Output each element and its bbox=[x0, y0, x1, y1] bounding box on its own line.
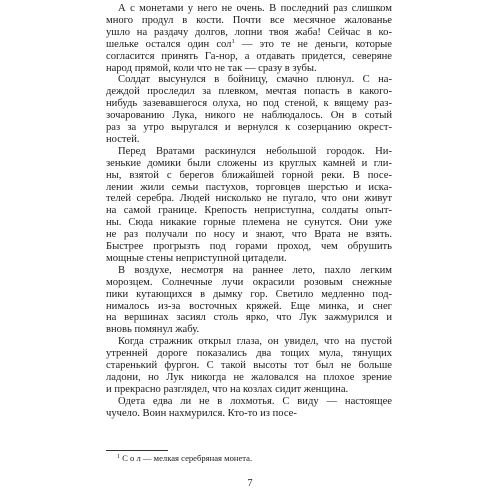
footnote bbox=[117, 452, 252, 464]
text-line: мощные стены неприступной цитадели. bbox=[106, 252, 287, 264]
text-line: и прекрасно разглядел, что на козлах сидит женщина. bbox=[106, 383, 349, 395]
text-line: Быстрее прогрызть под горами проход, чем обрушить bbox=[106, 241, 392, 252]
footnote-text: С о л — мелкая серебряная монета. bbox=[120, 453, 253, 463]
text-line: много продул в кости. Почти все месячное жалованье bbox=[106, 14, 392, 26]
text-line: на вершинах засиял столь ярко, что Лук зажмурился и bbox=[106, 312, 392, 324]
text-line-part: шельке остался один сол bbox=[106, 38, 232, 50]
text-line: старенький фургон. С такой высоты тот был не больше bbox=[106, 360, 392, 371]
text-line: утренней дороге показались два тощих мула, тянущих bbox=[106, 348, 392, 360]
text-line-part: — это те не деньги, которые bbox=[234, 38, 392, 50]
text-line: деждой проследил за плевком, мечтая попасть в какого- bbox=[106, 86, 392, 98]
text-line: В воздухе, несмотря на раннее лето, пахло легким bbox=[118, 264, 392, 276]
text-line: зочарованию Лука, никого не наблюдалось. Он в сотый bbox=[106, 110, 392, 122]
text-line: вновь помянул жабу. bbox=[106, 324, 200, 336]
text-line: ны. Сюда никакие горные племена не сунутся. Они уже bbox=[106, 217, 392, 229]
text-line bbox=[106, 39, 392, 51]
text-line: раз за утро выругался и вернулся к созерцанию окрест- bbox=[106, 122, 392, 133]
text-line: зенькие домики были сложены из круглых камней и гли- bbox=[106, 157, 392, 169]
footnote-reference: 1 bbox=[231, 37, 235, 45]
text-line: лении жили семьи пастухов, торговцев шерстью и иска- bbox=[106, 181, 392, 193]
text-line: Солдат высунулся в бойницу, смачно плюнул. С на- bbox=[118, 74, 392, 86]
text-line: А с монетами у него не очень. В последний раз слишком bbox=[118, 3, 392, 14]
text-line: ны, взятой с берегов ближайшей горной реки. В посе- bbox=[106, 169, 392, 181]
text-line: ладони, но Лук никогда не жаловался на плохое зрение bbox=[106, 371, 392, 383]
text-line: на самой границе. Крепость неприступна, солдаты опыт- bbox=[106, 205, 392, 217]
text-line: пики кутающихся в дымку гор. Светило медленно под- bbox=[106, 288, 392, 300]
text-line: ушло на раздачу долгов, лопни твоя жаба! Сейчас в ко- bbox=[106, 26, 392, 38]
text-line: морозцем. Солнечные лучи окрасили розовым снежные bbox=[106, 276, 392, 288]
text-line: телей серебра. Людей нисколько не пугало, что они живут bbox=[106, 193, 392, 205]
text-line: ностей. bbox=[106, 133, 140, 145]
text-line: народ прямой, коли что не так — сразу в зубы. bbox=[106, 62, 317, 74]
page-number: 7 bbox=[247, 478, 253, 489]
text-line: Перед Вратами раскинулся небольшой городок. Ни- bbox=[118, 145, 392, 157]
footnote-marker: 1 bbox=[117, 454, 120, 460]
text-line: чучело. Воин нахмурился. Кто-то из посе- bbox=[106, 407, 297, 419]
text-line: нибудь зазевавшегося олуха, но под стеной, к вящему раз- bbox=[106, 98, 392, 110]
text-line: не раз получали по носу и знают, что Врата не взять. bbox=[106, 229, 392, 241]
text-line: Одета едва ли не в лохмотья. С виду — настоящее bbox=[118, 395, 392, 407]
text-line: Когда стражник открыл глаза, он увидел, что на пустой bbox=[118, 336, 392, 348]
text-line: согласится принять Га-нор, а отдавать придется, северяне bbox=[106, 50, 392, 62]
footnote-divider bbox=[106, 450, 168, 451]
text-line: нималось из-за восточных кряжей. Еще минка, и снег bbox=[106, 300, 392, 312]
